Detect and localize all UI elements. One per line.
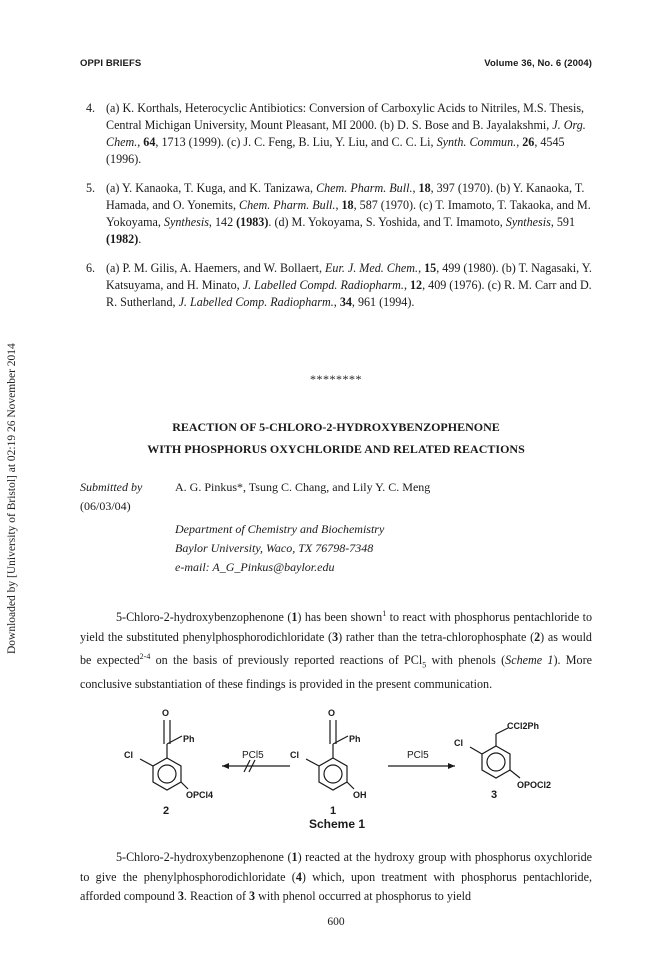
reference-number: 6.	[86, 261, 96, 275]
text-run: 3	[249, 889, 256, 904]
reference-number: 4.	[86, 101, 96, 115]
volume-issue: Volume 36, No. 6 (2004)	[484, 58, 592, 69]
text-run: Synthesis	[505, 215, 551, 229]
paragraph-text	[80, 610, 592, 691]
text-run: ). More conclusive substantiation of these findings is provided in the present communication.	[80, 653, 592, 692]
bond	[167, 736, 182, 744]
text-run: , 499 (1980). (b) T. Nagasaki, Y. Katsuyama, and H. Minato,	[106, 261, 592, 292]
text-run: J. Org. Chem.	[106, 118, 586, 149]
text-run: on the basis of previously reported reactions of PCl	[150, 653, 423, 668]
text-run: with phenol occurred at phosphorus to yield	[255, 889, 472, 904]
text-run: . (d) M. Yokoyama, S. Yoshida, and T. Imamoto,	[268, 215, 506, 229]
text-run: , 1713 (1999). (c) J. C. Feng, B. Liu, Y. Liu, and C. C. Li,	[155, 135, 437, 149]
text-run: with phenols (	[426, 653, 506, 668]
reference-text	[106, 261, 592, 309]
submitted-date: (06/03/04)	[80, 499, 131, 513]
text-run: 26	[522, 135, 535, 149]
affiliation-university: Baylor University, Waco, TX 76798-7348	[175, 541, 374, 555]
text-run: (1983)	[236, 215, 269, 229]
text-run: ,	[137, 135, 144, 149]
reference-text	[106, 181, 591, 246]
reagent-label: PCl5	[242, 750, 264, 761]
text-run: 18	[418, 181, 431, 195]
text-run: , 587 (1970). (c) T. Imamoto, T. Takaoka, and M. Yokoyama,	[106, 198, 591, 229]
text-run: 64	[143, 135, 156, 149]
reagent-label: PCl5	[407, 750, 429, 761]
text-run: ) has been shown	[297, 610, 383, 625]
text-run: Chem. Pharm. Bull.	[316, 181, 413, 195]
text-run: 5-Chloro-2-hydroxybenzophenone (	[116, 850, 292, 864]
text-run: (a) P. M. Gilis, A. Haemers, and W. Bollaert,	[106, 261, 326, 275]
scheme-drawing	[110, 702, 570, 832]
text-run: 1	[382, 609, 387, 618]
section-separator: ********	[310, 372, 362, 386]
text-run: 5	[422, 660, 427, 670]
author-list: A. G. Pinkus*, Tsung C. Chang, and Lily Y. C. Meng	[175, 480, 431, 494]
text-run: Scheme 1	[505, 653, 554, 668]
aromatic-circle-2	[158, 765, 176, 783]
text-run: ) which, upon treatment with phosphorus pentachloride, afforded compound	[80, 869, 592, 904]
affiliation-department: Department of Chemistry and Biochemistry	[175, 522, 385, 536]
article-title	[0, 416, 672, 460]
text-run: J. Labelled Comp. Radiopharm.	[178, 295, 334, 309]
text-run: ,	[335, 198, 342, 212]
page-number: 600	[327, 916, 345, 928]
reference-item	[86, 180, 602, 248]
text-run: to react with phosphorus pentachloride to yield the substituted phenylphosphorodichloridate (	[80, 610, 592, 644]
atom-label: Cl	[124, 750, 133, 760]
aromatic-circle-3	[487, 753, 505, 771]
text-run: Synthesis	[163, 215, 209, 229]
text-run: 3	[177, 889, 184, 904]
article-title-line-2: WITH PHOSPHORUS OXYCHLORIDE AND RELATED REACTIONS	[147, 442, 525, 456]
body-paragraph-1	[80, 604, 592, 695]
affiliation-email: e-mail: A_G_Pinkus@baylor.edu	[175, 560, 335, 574]
text-run: , 591	[550, 215, 575, 229]
reference-item	[86, 100, 602, 168]
text-run: , 961 (1994).	[351, 295, 415, 309]
scheme-caption: Scheme 1	[309, 817, 366, 831]
text-run: ,	[412, 181, 419, 195]
compound-number: 1	[330, 805, 337, 817]
text-run: 1	[291, 850, 298, 864]
text-run: 4	[295, 869, 302, 884]
reference-text	[106, 101, 586, 166]
text-run: 2	[534, 629, 541, 644]
text-run: ,	[418, 261, 425, 275]
atom-label: CCl2Ph	[507, 721, 540, 731]
arrowhead	[448, 763, 455, 769]
affiliation	[175, 520, 384, 577]
text-run: ) reacted at the hydroxy group with phosphorus oxychloride to give the phenylphosphorodichloridate (	[80, 850, 592, 884]
text-run: , 142	[208, 215, 237, 229]
text-run: , 4545 (1996).	[106, 135, 565, 166]
compound-number: 2	[163, 805, 170, 817]
arrowhead	[222, 763, 229, 769]
download-watermark: Downloaded by [University of Bristol] at 02:19 26 November 2014	[6, 343, 18, 654]
reference-number: 5.	[86, 181, 96, 195]
atom-label: O	[162, 708, 170, 718]
text-run: , 397 (1970). (b) Y. Kanaoka, T. Hamada, and O. Yonemits,	[106, 181, 585, 212]
text-run: (a) Y. Kanaoka, T. Kuga, and K. Tanizawa,	[106, 181, 317, 195]
text-run: . Reaction of	[183, 889, 250, 904]
bond	[470, 747, 482, 754]
bond	[181, 782, 188, 789]
running-head	[80, 58, 592, 72]
atom-label: Cl	[290, 750, 299, 760]
text-run: ) as would be expected	[80, 629, 592, 668]
text-run: 15	[424, 261, 437, 275]
benzene-ring-1	[319, 758, 347, 790]
reaction-scheme	[110, 702, 570, 832]
text-run: ,	[516, 135, 523, 149]
text-run: (1982)	[106, 232, 139, 246]
text-run: ) rather than the tetra-chlorophosphate (	[338, 629, 535, 644]
reference-item	[86, 260, 602, 311]
body-paragraph-2	[80, 848, 592, 907]
text-run: 2-4	[139, 652, 151, 662]
atom-label: Cl	[454, 738, 463, 748]
text-run: Chem. Pharm. Bull.	[239, 198, 336, 212]
text-run: ,	[403, 278, 410, 292]
text-run: (a) K. Korthals, Heterocyclic Antibiotics: Conversion of Carboxylic Acids to Nitriles, M.S. Thesis, Central Michigan University, Mount Pleasant, MI 2000. (b) D. S. Bose and B. Jayalakshmi,	[106, 101, 585, 132]
text-run: 18	[341, 198, 354, 212]
submitted-by-label: Submitted by	[80, 480, 143, 494]
bond	[333, 736, 348, 744]
atom-label: OH	[353, 790, 367, 800]
text-run: , 409 (1976). (c) R. M. Carr and D. R. Sutherland,	[106, 278, 592, 309]
submission-info	[80, 478, 142, 516]
text-run: Eur. J. Med. Chem.	[325, 261, 419, 275]
text-run: 3	[332, 629, 339, 644]
atom-label: Ph	[349, 734, 361, 744]
aromatic-circle-1	[324, 765, 342, 783]
benzene-ring-2	[153, 758, 181, 790]
text-run: Synth. Commun.	[436, 135, 517, 149]
paragraph-text	[80, 850, 592, 903]
bond	[306, 759, 319, 766]
text-run: .	[138, 232, 142, 246]
text-run: ,	[333, 295, 340, 309]
benzene-ring-3	[482, 746, 510, 778]
journal-section-name: OPPI BRIEFS	[80, 58, 142, 69]
reference-list	[86, 100, 602, 323]
atom-label: OPOCl2	[517, 780, 552, 790]
article-title-line-1: REACTION OF 5-CHLORO-2-HYDROXYBENZOPHENONE	[172, 420, 500, 434]
bond	[510, 770, 520, 778]
compound-number: 3	[491, 789, 498, 801]
text-run: 34	[339, 295, 352, 309]
bond	[347, 782, 354, 789]
text-run: 12	[410, 278, 423, 292]
atom-label: O	[328, 708, 336, 718]
text-run: 1	[291, 610, 298, 625]
atom-label: OPCl4	[186, 790, 214, 800]
bond	[140, 759, 153, 766]
text-run: 5-Chloro-2-hydroxybenzophenone (	[116, 610, 292, 625]
atom-label: Ph	[183, 734, 195, 744]
text-run: J. Labelled Compd. Radiopharm.	[242, 278, 404, 292]
